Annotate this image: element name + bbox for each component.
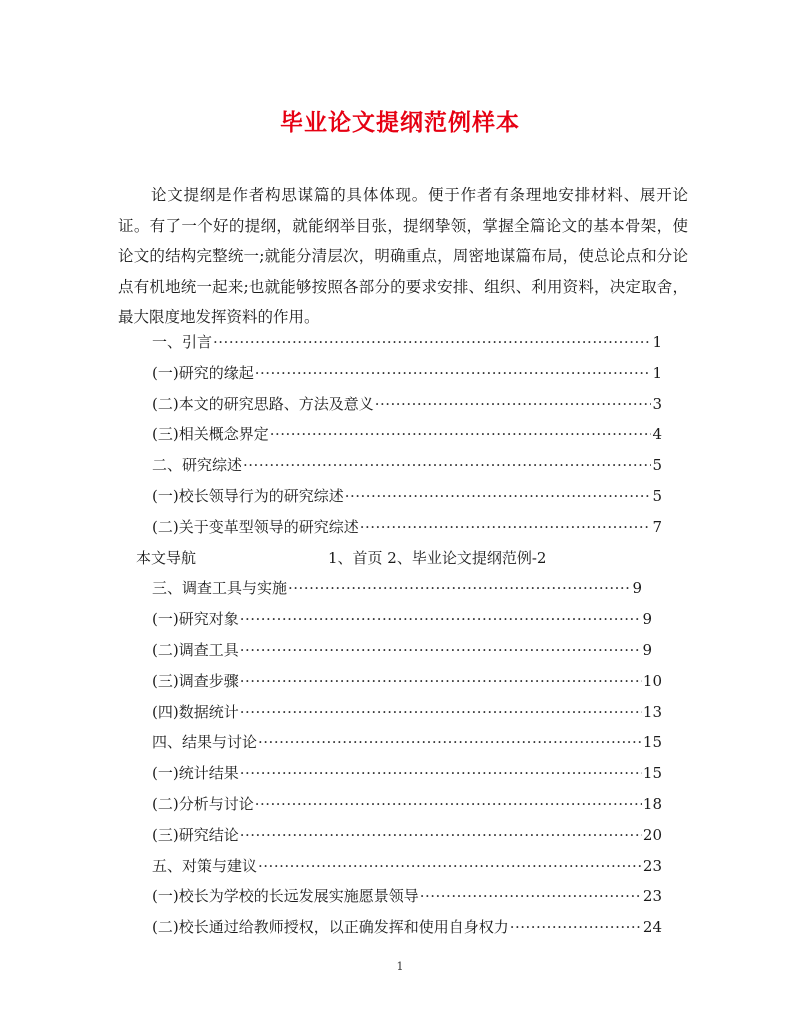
toc-entry-title: 五、对策与建议 (152, 856, 258, 875)
toc-leader-dots (240, 697, 642, 728)
toc-leader-dots (240, 635, 642, 666)
toc-entry[interactable] (152, 358, 662, 389)
toc-entry-title: 一、引言 (152, 333, 213, 351)
toc-entry-title: (三)研究结论 (152, 825, 239, 844)
article-navigation-label: 本文导航 (136, 548, 197, 567)
toc-entry[interactable] (152, 666, 662, 697)
toc-entry-title: (二)校长通过给教师授权，以正确发挥和使用自身权力 (152, 918, 509, 937)
toc-entry-title: (三)调查步骤 (152, 671, 239, 690)
toc-entry[interactable] (152, 512, 662, 543)
toc-entry-title: (二)分析与讨论 (152, 794, 254, 813)
toc-entry[interactable] (152, 758, 662, 789)
toc-leader-dots (255, 789, 642, 820)
toc-entry-title: (一)研究对象 (152, 610, 239, 629)
toc-entry-page: 20 (642, 825, 662, 844)
toc-leader-dots (258, 851, 642, 882)
toc-leader-dots (243, 450, 651, 481)
toc-entry-title: (一)研究的缘起 (152, 363, 254, 382)
toc-leader-dots (510, 912, 642, 943)
toc-entry-title: 三、调查工具与实施 (152, 579, 288, 598)
toc-entry-page: 9 (632, 579, 642, 598)
toc-leader-dots (240, 820, 642, 851)
toc-entry-title: (一)校长领导行为的研究综述 (152, 486, 344, 505)
toc-entry-page: 9 (642, 610, 652, 629)
toc-entry-page: 9 (642, 640, 652, 659)
toc-leader-dots (240, 604, 642, 635)
toc-entry[interactable] (152, 881, 662, 912)
toc-entry-title: (一)统计结果 (152, 764, 239, 783)
toc-entry-title: 二、研究综述 (152, 456, 243, 475)
toc-entry-page: 5 (652, 486, 662, 505)
toc-entry[interactable] (152, 450, 662, 481)
toc-entry-title: (二)关于变革型领导的研究综述 (152, 517, 359, 536)
toc-entry-title: 四、结果与讨论 (152, 733, 258, 752)
toc-leader-dots (240, 666, 642, 697)
toc-entry-page: 5 (652, 456, 662, 475)
toc-entry[interactable] (152, 327, 662, 358)
toc-entry-page: 23 (642, 856, 662, 875)
toc-entry-title: (二)调查工具 (152, 640, 239, 659)
toc-entry[interactable] (152, 912, 662, 943)
toc-entry[interactable] (152, 481, 662, 512)
toc-leader-dots (375, 389, 652, 420)
document-title: 毕业论文提纲范例样本 (280, 109, 520, 136)
toc-leader-dots (240, 758, 642, 789)
toc-entry-page: 1 (652, 363, 662, 382)
intro-paragraph: 论文提纲是作者构思谋篇的具体体现。便于作者有条理地安排材料、展开论证。有了一个好的提纲，就能纲举目张，提纲挚领，掌握全篇论文的基本骨架，使论文的结构完整统一;就能分清层次，明确重点，周密地谋篇布局，使总论点和分论点有机地统一起来;也就能够按照各部分的要求安排、组织、利用资料，决定取舍，最大限度地发挥资料的作用。 (118, 186, 688, 326)
toc-entry-title: (二)本文的研究思路、方法及意义 (152, 394, 374, 413)
toc-entry-title: (三)相关概念界定 (152, 425, 269, 444)
toc-entry[interactable] (152, 635, 652, 666)
toc-entry[interactable] (152, 573, 642, 604)
toc-entry[interactable] (152, 604, 652, 635)
toc-leader-dots (360, 512, 652, 543)
toc-entry-page: 7 (652, 517, 662, 536)
toc-entry[interactable] (152, 851, 662, 882)
toc-entry[interactable] (152, 389, 662, 420)
toc-entry[interactable] (152, 727, 662, 758)
toc-leader-dots (255, 358, 652, 389)
toc-entry-page: 23 (642, 887, 662, 906)
toc-entry-page: 18 (642, 794, 662, 813)
toc-entry[interactable] (152, 697, 662, 728)
toc-leader-dots (288, 573, 631, 604)
toc-leader-dots (258, 727, 642, 758)
toc-leader-dots (420, 881, 642, 912)
toc-entry-page: 13 (642, 702, 662, 721)
toc-entry-page: 3 (652, 394, 662, 413)
toc-entry-page: 15 (642, 733, 662, 752)
toc-leader-dots (213, 327, 651, 358)
toc-entry-page: 4 (652, 425, 662, 444)
toc-entry-page: 24 (642, 918, 662, 937)
article-navigation (136, 543, 662, 574)
toc-entry[interactable] (152, 419, 662, 450)
toc-entry[interactable] (152, 789, 662, 820)
table-of-contents (136, 327, 662, 943)
toc-entry-title: (四)数据统计 (152, 702, 239, 721)
toc-leader-dots (270, 419, 652, 450)
toc-leader-dots (345, 481, 652, 512)
toc-entry[interactable] (152, 820, 662, 851)
toc-entry-page: 15 (642, 764, 662, 783)
toc-entry-title: (一)校长为学校的长远发展实施愿景领导 (152, 887, 419, 906)
toc-entry-page: 10 (642, 671, 662, 690)
page-number: 1 (396, 960, 404, 973)
toc-entry-page: 1 (652, 333, 662, 351)
article-navigation-links[interactable]: 1、首页 2、毕业论文提纲范例-2 (328, 548, 547, 567)
